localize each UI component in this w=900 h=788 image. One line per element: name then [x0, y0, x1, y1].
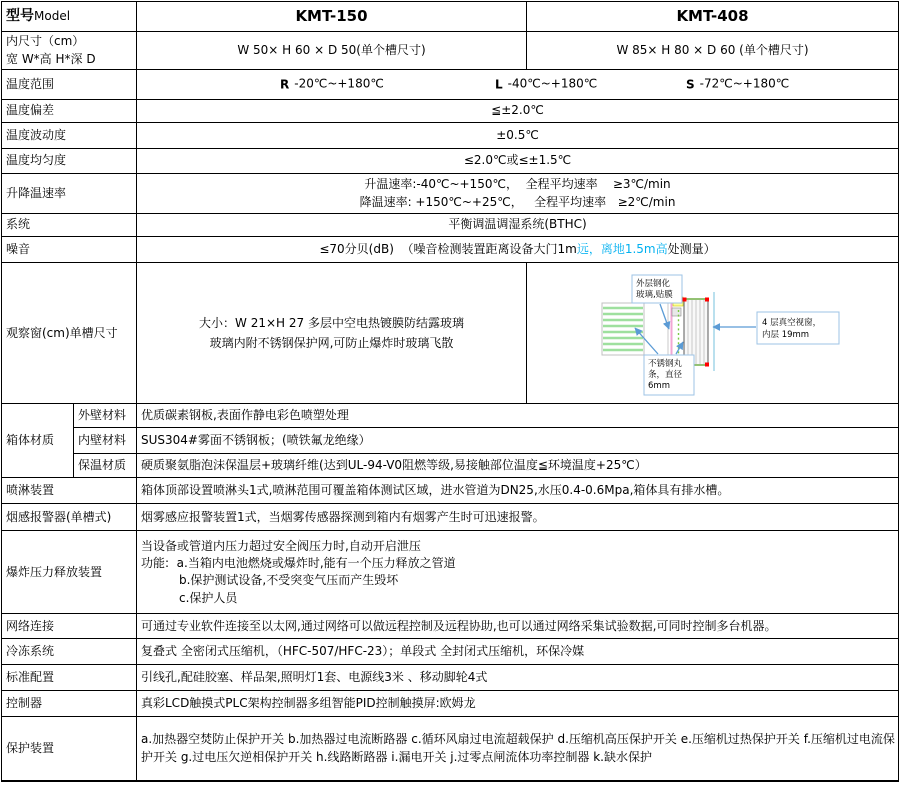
- noise-label: 噪音: [2, 237, 137, 263]
- explosion-line2: 功能: a.当箱内电池燃烧或爆炸时,能有一个压力释放之管道: [141, 556, 456, 570]
- cabinet-inner-value: SUS304#雾面不锈钢板；(喷铁氟龙绝缘）: [137, 428, 899, 454]
- spec-table: [1, 1, 899, 782]
- cabinet-outer-label: 外壁材料: [74, 404, 137, 428]
- window-description-line1: 大小：W 21×H 27 多层中空电热镀膜防结露玻璃: [199, 316, 464, 331]
- controller-value: 真彩LCD触摸式PLC架构控制器多组智能PID控制触摸屏:欧姆龙: [137, 691, 899, 717]
- smoke-label: 烟感报警器(单槽式): [2, 504, 137, 531]
- svg-text:玻璃,贴膜: 玻璃,贴膜: [636, 290, 673, 300]
- table-row: [2, 174, 899, 214]
- table-row: [2, 237, 899, 263]
- table-row: [2, 531, 899, 614]
- inner-size-label: [2, 32, 137, 70]
- svg-text:6mm: 6mm: [648, 381, 670, 391]
- noise-value: [137, 237, 899, 263]
- ramp-rate-line2: 降温速率: +150℃~+25℃， 全程平均速率 ≥2℃/min: [359, 194, 676, 209]
- explosion-line3: b.保护测试设备,不受突变气压而产生毁坏: [179, 573, 399, 588]
- cabinet-outer-value: 优质碳素钢板,表面作静电彩色喷塑处理: [137, 404, 899, 428]
- svg-text:条，直径: 条，直径: [648, 370, 683, 380]
- model-label-en: Model: [34, 9, 71, 24]
- explosion-line1: 当设备或管道内压力超过安全阀压力时,自动开启泄压: [141, 538, 421, 553]
- temp-fluctuation-label: 温度波动度: [2, 123, 137, 149]
- table-row: [2, 639, 899, 665]
- table-row: [2, 100, 899, 123]
- model-row-label: [2, 2, 137, 32]
- ramp-rate-line1: 升温速率:-40℃~+150℃， 全程平均速率 ≥3℃/min: [364, 177, 671, 192]
- table-row: [2, 70, 899, 100]
- temp-range-r: R -20℃~+180℃: [280, 76, 384, 91]
- temp-fluctuation-value: ±0.5℃: [137, 123, 899, 149]
- table-row: [2, 614, 899, 639]
- arrow-to-section: [676, 342, 683, 354]
- window-label: 观察窗(cm)单槽尺寸: [2, 263, 137, 404]
- table-row: [2, 214, 899, 237]
- table-row: [2, 2, 899, 32]
- protection-label: 保护装置: [2, 717, 137, 781]
- table-row: [2, 717, 899, 781]
- noise-value-highlight: 远，离地1.5m高: [576, 241, 668, 256]
- model-label-cn: 型号: [6, 8, 34, 25]
- temp-range-values: [137, 70, 899, 100]
- spray-value: 箱体顶部设置喷淋头1式,喷淋范围可覆盖箱体测试区域，进水管道为DN25,水压0.4-0.6Mpa,箱体具有排水槽。: [137, 478, 899, 504]
- temp-uniformity-label: 温度均匀度: [2, 149, 137, 174]
- mesh-illustration: [602, 303, 644, 355]
- inner-size-kmt408: W 85× H 80 × D 60 (单个槽尺寸): [527, 32, 899, 70]
- network-label: 网络连接: [2, 614, 137, 639]
- standard-config-value: 引线孔,配硅胶塞、样品架,照明灯1套、电源线3米 、移动脚轮4式: [137, 665, 899, 691]
- ramp-rate-value: [137, 174, 899, 214]
- inner-size-label-line1: 内尺寸（cm）: [6, 34, 85, 49]
- ramp-rate-label: 升降温速率: [2, 174, 137, 214]
- table-row: [2, 123, 899, 149]
- window-description-line2: 玻璃内附不锈钢保护网,可防止爆炸时玻璃飞散: [209, 336, 454, 351]
- temp-uniformity-value: ≤2.0℃或≤±1.5℃: [137, 149, 899, 174]
- temp-range-label: 温度范围: [2, 70, 137, 100]
- svg-text:不锈钢丸: 不锈钢丸: [648, 359, 683, 369]
- callout-outer-glass: [632, 275, 682, 303]
- table-row: [2, 263, 899, 404]
- explosion-label: 爆炸压力释放装置: [2, 531, 137, 614]
- cabinet-group-label: 箱体材质: [2, 404, 74, 478]
- temp-deviation-value: ≦±2.0℃: [137, 100, 899, 123]
- window-diagram: [527, 263, 897, 398]
- window-diagram-cell: [527, 263, 899, 404]
- explosion-line4: c.保护人员: [179, 590, 238, 605]
- table-row: [2, 665, 899, 691]
- controller-label: 控制器: [2, 691, 137, 717]
- table-row: [2, 428, 899, 454]
- table-row: [2, 478, 899, 504]
- window-description: [137, 263, 527, 404]
- protection-value: a.加热器空焚防止保护开关 b.加热器过电流断路器 c.循环风扇过电流超载保护 d.压缩机高压保护开关 e.压缩机过热保护开关 f.压缩机过电流保护开关 g.过电压欠逆相保护开关 h.线路断路器 i.漏电开关 j.过零点闸流体功率控制器 k.缺水保护: [137, 717, 899, 781]
- refrigeration-value: 复叠式 全密闭式压缩机，（HFC-507/HFC-23）；单段式 全封闭式压缩机，环保冷媒: [137, 639, 899, 665]
- table-row: [2, 149, 899, 174]
- noise-value-part2: 处测量）: [667, 241, 716, 256]
- cabinet-insulation-label: 保温材质: [74, 454, 137, 478]
- callout-vacuum-window: [757, 312, 839, 344]
- explosion-value: [137, 531, 899, 614]
- noise-value-part1: ≤70分贝(dB) （噪音检测装置距离设备大门1m: [319, 241, 577, 256]
- table-row: [2, 404, 899, 428]
- system-label: 系统: [2, 214, 137, 237]
- system-value: 平衡调温调湿系统(BTHC): [137, 214, 899, 237]
- table-row: [2, 504, 899, 531]
- table-row: [2, 691, 899, 717]
- svg-text:外层钢化: 外层钢化: [636, 279, 671, 289]
- temp-range-l: L -40℃~+180℃: [495, 76, 598, 91]
- inner-size-kmt150: W 50× H 60 × D 50(单个槽尺寸): [137, 32, 527, 70]
- spray-label: 喷淋装置: [2, 478, 137, 504]
- model-kmt150-header: KMT-150: [137, 2, 527, 32]
- network-value: 可通过专业软件连接至以太网,通过网络可以做远程控制及远程协助,也可以通过网络采集试验数据,可同时控制多台机器。: [137, 614, 899, 639]
- smoke-value: 烟雾感应报警装置1式，当烟雾传感器探测到箱内有烟雾产生时可迅速报警。: [137, 504, 899, 531]
- standard-config-label: 标准配置: [2, 665, 137, 691]
- temp-range-s: S -72℃~+180℃: [686, 76, 790, 91]
- svg-text:内层 19mm: 内层 19mm: [762, 330, 810, 340]
- cabinet-insulation-value: 硬质聚氨脂泡沫保温层+玻璃纤维(达到UL-94-V0阻燃等级,易接触部位温度≦环境温度+25℃）: [137, 454, 899, 478]
- temp-deviation-label: 温度偏差: [2, 100, 137, 123]
- inner-size-label-line2: 宽 W*高 H*深 D: [6, 51, 96, 66]
- callout-steel-beads: [644, 355, 694, 395]
- model-kmt408-header: KMT-408: [527, 2, 899, 32]
- table-row: [2, 454, 899, 478]
- table-row: [2, 32, 899, 70]
- cabinet-inner-label: 内壁材料: [74, 428, 137, 454]
- svg-text:4 层真空视窗，: 4 层真空视窗，: [762, 318, 822, 328]
- refrigeration-label: 冷冻系统: [2, 639, 137, 665]
